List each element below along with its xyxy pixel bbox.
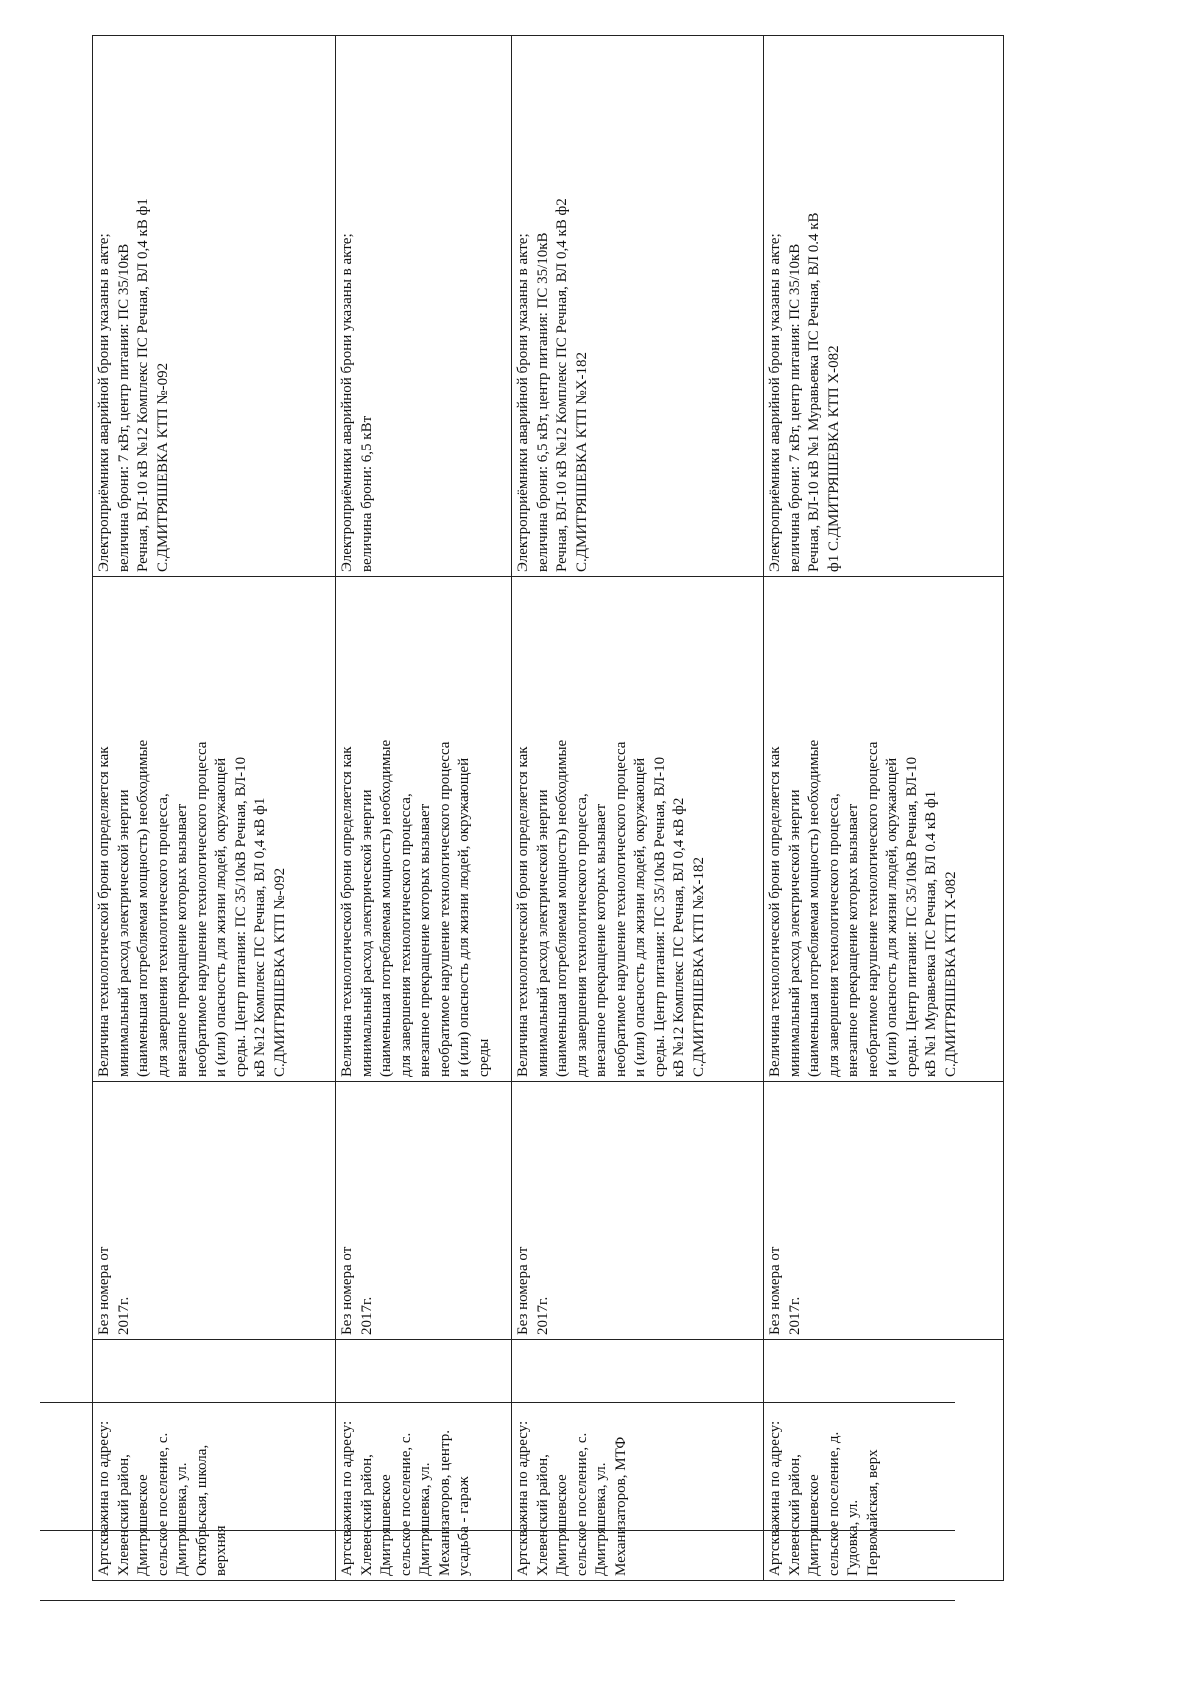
emergency-reserve-cell [93,36,336,577]
act-cell [336,1082,512,1340]
tech-reserve-cell [336,577,512,1082]
object-cell [93,1340,336,1581]
emergency-reserve-text: Электроприёмники аварийной брони указаны в акте; величина брони: 7 кВт, центр питания: ПС 35/10кВ Речная, ВЛ-10 кВ №1 Муравьевка ПС Речная, ВЛ 0.4 кВ ф1 С.ДМИТРЯШЕВКА КТП Х-082 [767,212,842,572]
emergency-reserve-cell [336,36,512,577]
divider-line [40,1600,955,1601]
object-cell [512,1340,764,1581]
emergency-reserve-text: Электроприёмники аварийной брони указаны в акте; величина брони: 6,5 кВт, центр питания: ПС 35/10кВ Речная, ВЛ-10 кВ №12 Комплекс ПС Речная, ВЛ 0,4 кВ ф2 С.ДМИТРЯШЕВКА КТП №Х-182 [515,198,590,572]
act-text: Без номера от 2017г. [339,1246,375,1335]
tech-reserve-text: Величина технологической брони определяется как минимальный расход электрической энергии (наименьшая потребляемая мощность) необходимые для завершения технологического процесса, внезапное прекращение которых вызывает необратимое нарушение технологического процесса и (или) опасность для жизни людей, окружающей среды. Центр питания: ПС 35/10кВ Речная, ВЛ-10 кВ №12 Комплекс ПС Речная, ВЛ 0,4 кВ ф2 С.ДМИТРЯШЕВКА КТП №Х-182 [515,739,707,1077]
object-text: Артскважина по адресу: Хлевенский район, Дмитряшевское сельское поселение, с. Дмитряшевка, ул. Механизаторов, центр. усадьба - гараж [339,1420,472,1576]
act-text: Без номера от 2017г. [515,1246,551,1335]
object-text: Артскважина по адресу: Хлевенский район, Дмитряшевское сельское поселение, с. Дмитряшевка, ул. Октябрьская, школа, верхняя [96,1420,229,1576]
object-cell [336,1340,512,1581]
table-row [512,36,764,1581]
divider-line [40,1530,955,1531]
tech-reserve-cell [93,577,336,1082]
rotated-page [40,40,1160,1657]
emergency-reserve-text: Электроприёмники аварийной брони указаны в акте; величина брони: 6,5 кВт [339,233,375,572]
emergency-reserve-cell [764,36,1004,577]
emergency-reserve-text: Электроприёмники аварийной брони указаны в акте; величина брони: 7 кВт, центр питания: ПС 35/10кВ Речная, ВЛ-10 кВ №12 Комплекс ПС Речная, ВЛ 0,4 кВ ф1 С.ДМИТРЯШЕВКА КТП №-092 [96,198,171,572]
tech-reserve-cell [764,577,1004,1082]
tech-reserve-text: Величина технологической брони определяется как минимальный расход электрической энергии (наименьшая потребляемая мощность) необходимые для завершения технологического процесса, внезапное прекращение которых вызывает необратимое нарушение технологического процесса и (или) опасность для жизни людей, окружающей среды. Центр питания: ПС 35/10кВ Речная, ВЛ-10 кВ №12 Комплекс ПС Речная, ВЛ 0,4 кВ ф1 С.ДМИТРЯШЕВКА КТП №-092 [96,739,288,1077]
divider-line [40,1402,955,1403]
reservation-table [92,35,1004,1581]
object-text: Артскважина по адресу: Хлевенский район, Дмитряшевское сельское поселение, д. Гудовка, ул. Первомайская, верх [767,1420,881,1576]
act-text: Без номера от 2017г. [767,1246,803,1335]
emergency-reserve-cell [512,36,764,577]
tech-reserve-text: Величина технологической брони определяется как минимальный расход электрической энергии (наименьшая потребляемая мощность) необходимые для завершения технологического процесса, внезапное прекращение которых вызывает необратимое нарушение технологического процесса и (или) опасность для жизни людей, окружающей среды [339,739,492,1077]
table-row [93,36,336,1581]
object-text: Артскважина по адресу: Хлевенский район, Дмитряшевское сельское поселение, с. Дмитряшевка, ул. Механизаторов, МТФ [515,1420,629,1576]
tech-reserve-text: Величина технологической брони определяется как минимальный расход электрической энергии (наименьшая потребляемая мощность) необходимые для завершения технологического процесса, внезапное прекращение которых вызывает необратимое нарушение технологического процесса и (или) опасность для жизни людей, окружающей среды. Центр питания: ПС 35/10кВ Речная, ВЛ-10 кВ №1 Муравьевка ПС Речная, ВЛ 0.4 кВ ф1 С.ДМИТРЯШЕВКА КТП Х-082 [767,739,959,1077]
act-cell [93,1082,336,1340]
table-row [336,36,512,1581]
act-cell [764,1082,1004,1340]
tech-reserve-cell [512,577,764,1082]
object-cell [764,1340,1004,1581]
table-row [764,36,1004,1581]
act-text: Без номера от 2017г. [96,1246,132,1335]
act-cell [512,1082,764,1340]
